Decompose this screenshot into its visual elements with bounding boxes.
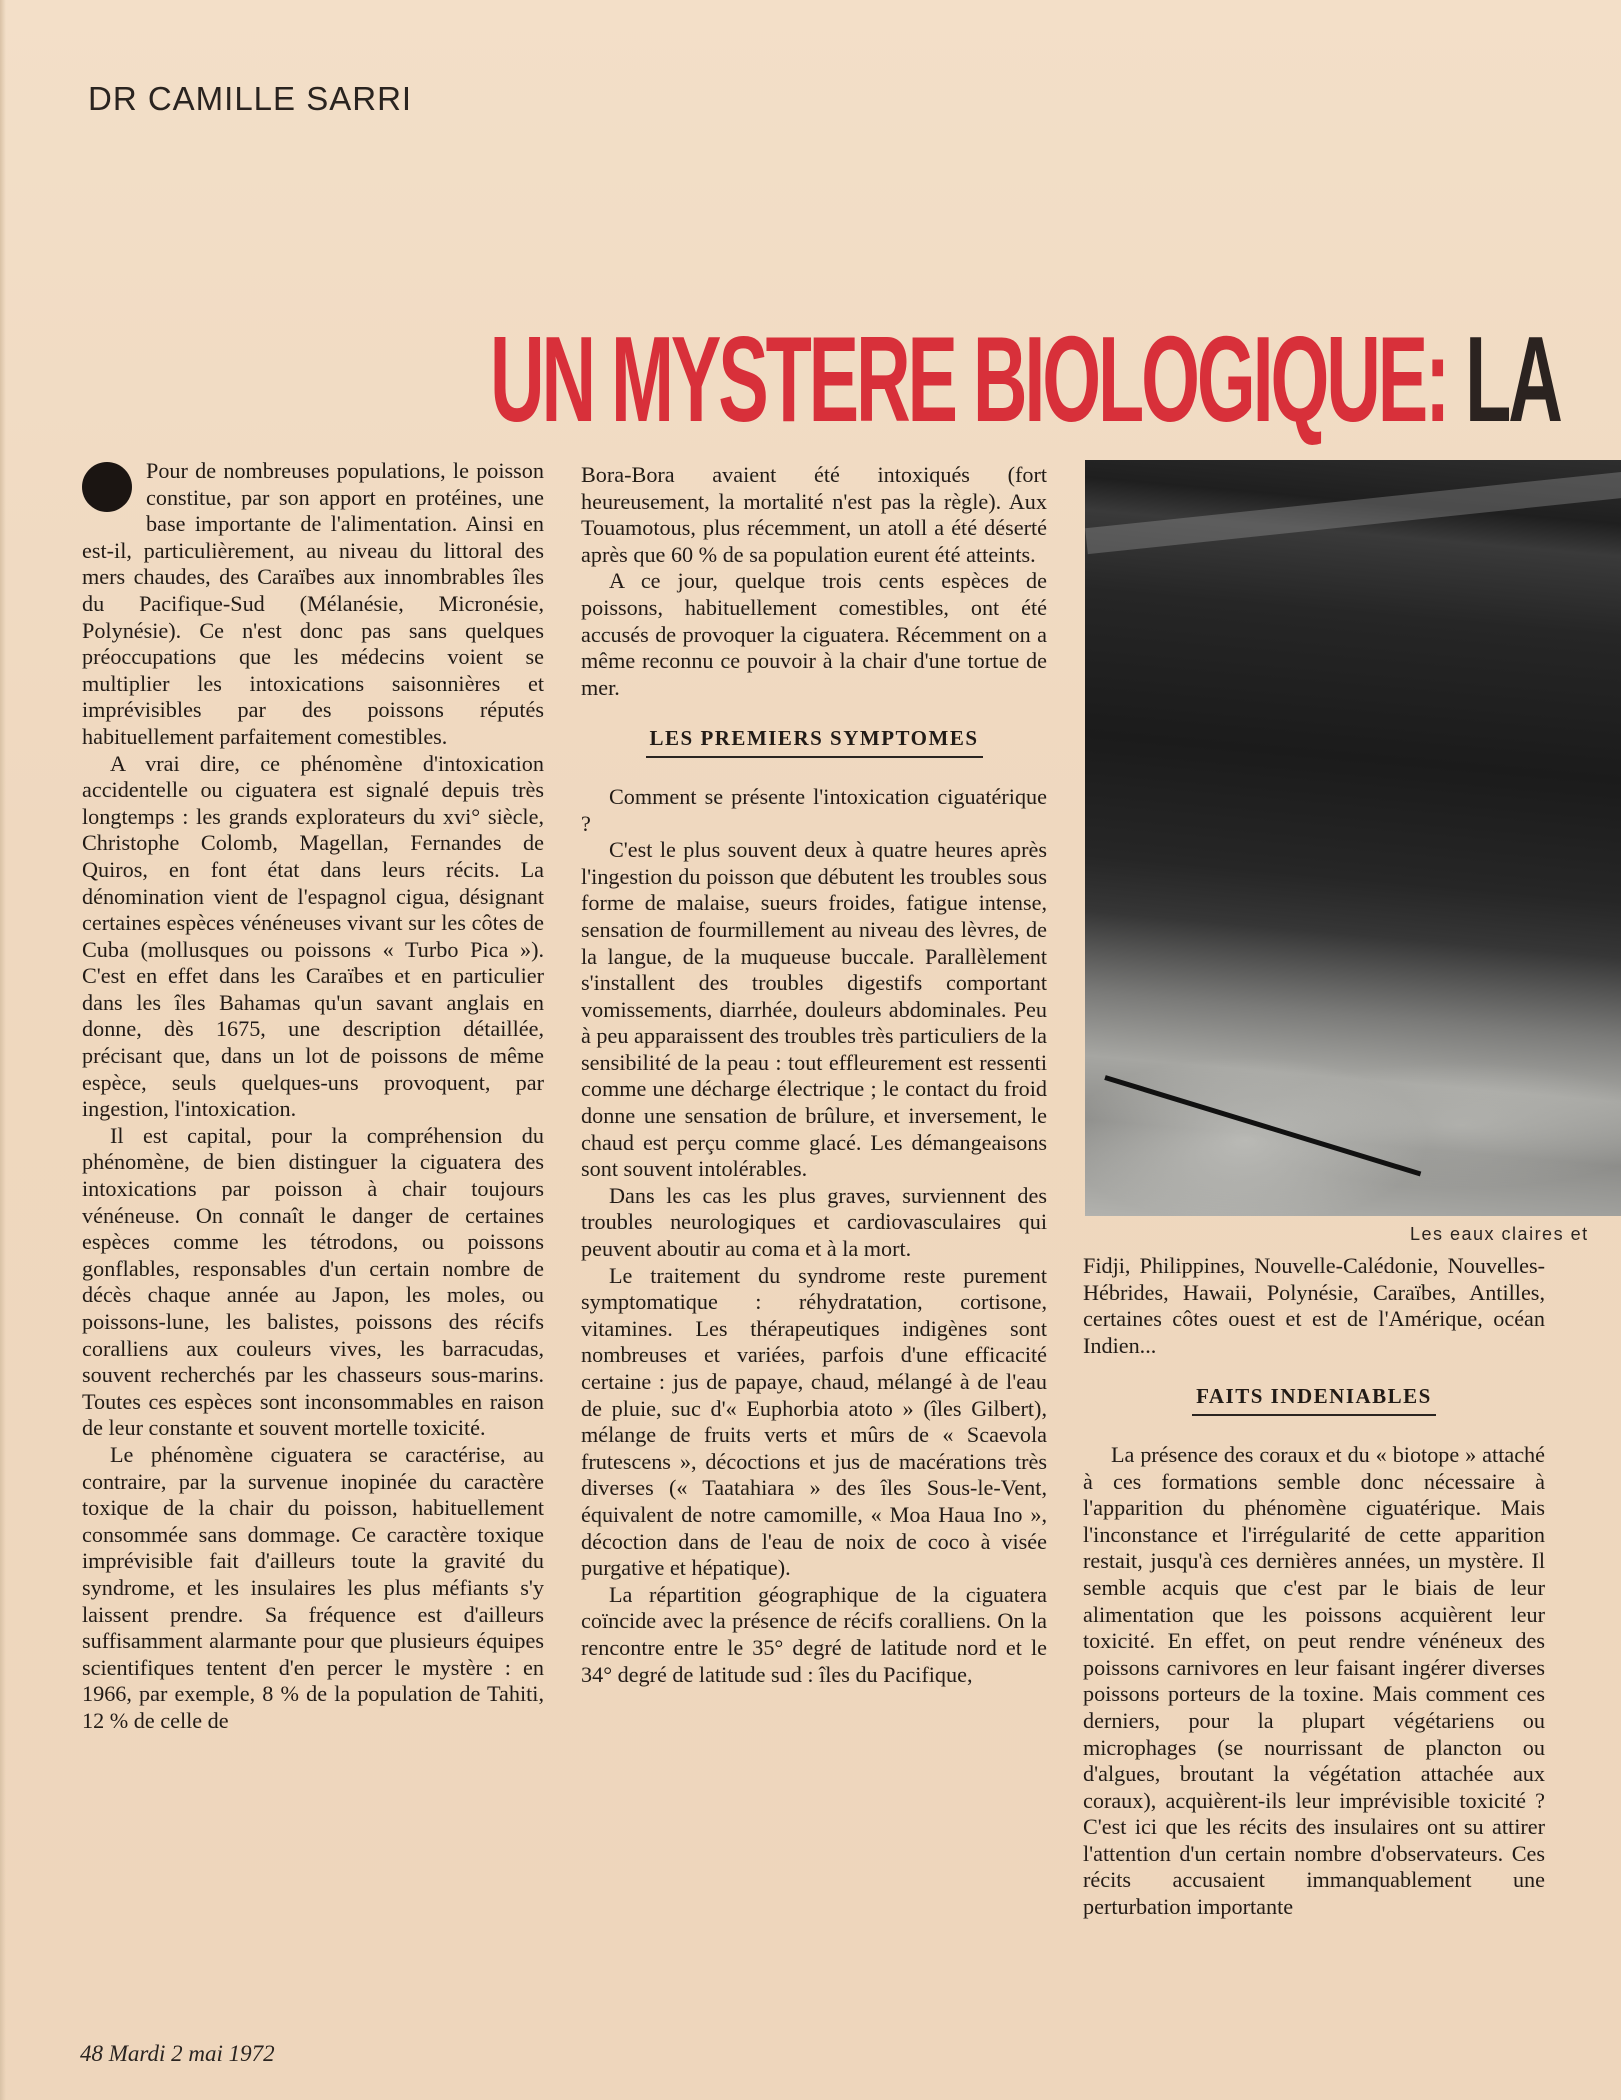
paragraph: A vrai dire, ce phénomène d'intoxication accidentelle ou ciguatera est signalé depuis très longtemps : les grands explorateurs du xvi° siècle, Christophe Colomb, Magellan, Fernandes de Quiros, en font état dans leurs récits. La dénomination vient de l'espagnol cigua, désignant certaines espèces vénéneuses vivant sur les côtes de Cuba (mollusques ou poissons « Turbo Pica »). C'est en effet dans les Caraïbes et en particulier dans les îles Bahamas qu'un savant anglais en donne, dès 1675, une description détaillée, précisant que, dans un lot de poissons de même espèce, seuls quelques-uns provoquent, par ingestion, l'intoxication. [82,750,544,1122]
photo-caption: Les eaux claires et [1410,1224,1589,1244]
paragraph: Dans les cas les plus graves, surviennent des troubles neurologiques et cardiovasculaires qui peuvent aboutir au coma et à la mort. [581,1182,1047,1262]
headline-dark: LA [1465,311,1560,447]
article-column-3 [1083,1253,1545,1921]
paragraph: Pour de nombreuses populations, le poisson constitue, par son apport en protéines, une base importante de l'alimentation. Ainsi en est-il, particulièrement, au niveau du littoral des mers chaudes, des Caraïbes aux innombrables îles du Pacifique-Sud (Mélanésie, Micronésie, Polynésie). Ce n'est donc pas sans quelques préoccupations que les médecins voient se multiplier les intoxications saisonnières et imprévisibles par des poissons réputés habituellement parfaitement comestibles. [82,458,544,749]
paragraph: Fidji, Philippines, Nouvelle-Calédonie, Nouvelles-Hébrides, Hawaii, Polynésie, Caraïbes, Antilles, certaines côtes ouest et est de l'Amérique, océan Indien... [1083,1253,1545,1358]
article-column-2 [581,462,1047,1688]
article-column-1 [82,458,544,1735]
page-footer: 48 Mardi 2 mai 1972 [80,2041,275,2066]
page-spine-shadow [0,0,6,2100]
headline-red: UN MYSTERE BIOLOGIQUE: [490,311,1448,447]
paragraph: Le traitement du syndrome reste purement symptomatique : réhydratation, cortisone, vitamines. Les thérapeutiques indigènes sont nombreuses et variées, parfois d'une efficacité certaine : jus de papaye, chaud, mélangé à de l'eau de pluie, suc d'« Euphorbia atoto » (îles Gilbert), mélange de fruits verts et mûrs de « Scaevola frutescens », décoctions et jus de macérations très diverses (« Taatahiara » des îles Sous-le-Vent, équivalent de notre camomille, « Moa Haua Ino », décoction dans de l'eau de noix de coco à visée purgative et hépatique). [581,1262,1047,1581]
paragraph: A ce jour, quelque trois cents espèces de poissons, habituellement comestibles, ont été accusés de provoquer la ciguatera. Récemment on a même reconnu ce pouvoir à la chair d'une tortue de mer. [581,568,1047,700]
paragraph: La présence des coraux et du « biotope » attaché à ces formations semble donc nécessaire à l'apparition du phénomène ciguatérique. Mais l'inconstance et l'irrégularité de cette apparition restait, jusqu'à ces dernières années, un mystère. Il semble acquis que c'est par le biais de leur alimentation que les poissons acquièrent leur toxicité. En effet, on peut rendre vénéneux des poissons carnivores en leur faisant ingérer diverses poissons porteurs de la toxine. Mais comment ces derniers, pour la plupart végétariens ou microphages (se nourrissant de plancton ou d'algues, broutant la végétation attachée aux coraux), acquièrent-ils leur imprévisible toxicité ? C'est ici que les récits des insulaires ont su attirer l'attention d'un certain nombre d'observateurs. Ces récits accusaient immanquablement une perturbation importante [1083,1441,1545,1920]
paragraph: Comment se présente l'intoxication ciguatérique ? [581,783,1047,836]
paragraph: Le phénomène ciguatera se caractérise, au contraire, par la survenue inopinée du caractère toxique de la chair du poisson, habituellement consommée sans dommage. Ce caractère toxique imprévisible fait d'ailleurs toute la gravité du syndrome, et les insulaires les plus méfiants s'y laissent prendre. Sa fréquence est d'ailleurs suffisamment alarmante pour que plusieurs équipes scientifiques tentent d'en percer le mystère : en 1966, par exemple, 8 % de la population de Tahiti, 12 % de celle de [82,1441,544,1733]
subheading-premiers-symptomes: LES PREMIERS SYMPTOMES [581,725,1047,758]
paragraph: C'est le plus souvent deux à quatre heures après l'ingestion du poisson que débutent les troubles sous forme de malaise, sueurs froides, fatigue intense, sensation de fourmillement au niveau des lèvres, de la langue, de la muqueuse buccale. Parallèlement s'installent des troubles digestifs comportant vomissements, diarrhée, douleurs abdominales. Peu à peu apparaissent des troubles très particuliers de la sensibilité de la peau : tout effleurement est ressenti comme une décharge électrique ; le contact du froid donne une sensation de brûlure, et inversement, le chaud est perçu comme glacé. Les démangeaisons sont souvent intolérables. [581,837,1047,1182]
subheading-faits-indeniables: FAITS INDENIABLES [1083,1383,1545,1416]
photo-shoreline [1085,472,1621,554]
headline [490,311,1560,447]
paragraph: La répartition géographique de la ciguatera coïncide avec la présence de récifs coralliens. On la rencontre entre le 35° degré de latitude nord et le 34° degré de latitude sud : îles du Pacifique, [581,1581,1047,1687]
paragraph: Bora-Bora avaient été intoxiqués (fort heureusement, la mortalité n'est pas la règle). Aux Touamotous, plus récemment, un atoll a été déserté après que 60 % de sa population eurent été atteints. [581,462,1047,567]
lagoon-photo [1085,460,1621,1216]
author-byline: DR CAMILLE SARRI [88,80,413,117]
paragraph: Il est capital, pour la compréhension du phénomène, de bien distinguer la ciguatera des intoxications par poisson à chair toujours vénéneuse. On connaît le danger de certaines espèces comme les tétrodons, ou poissons gonflables, responsables d'un certain nombre de décès chaque année au Japon, les moles, ou poissons-lune, les balistes, poissons des récifs coralliens aux couleurs vives, les barracudas, souvent recherchés par les chasseurs sous-marins. Toutes ces espèces sont inconsommables en raison de leur constante et souvent mortelle toxicité. [82,1122,544,1441]
lead-bullet-icon [82,462,132,512]
photo-dark-streak [1104,1075,1421,1176]
